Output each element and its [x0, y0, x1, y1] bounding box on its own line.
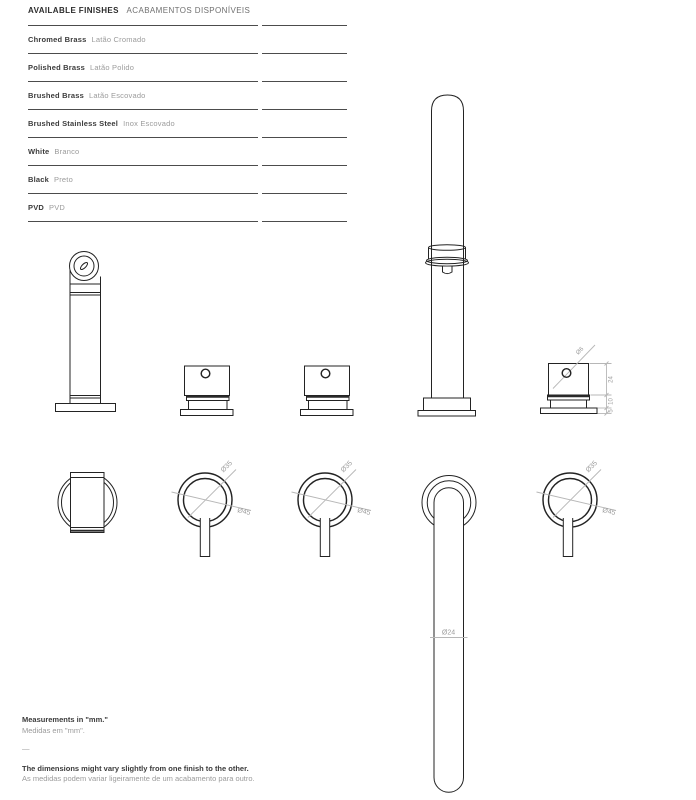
finish-name-pt: Branco	[54, 147, 80, 156]
faucet-side-view-drawing	[418, 95, 476, 416]
footnotes	[22, 715, 422, 785]
measurements-note-en: Measurements in "mm."	[22, 715, 108, 724]
finish-name-pt: Inox Escovado	[123, 119, 175, 128]
dimension-label-knob-outer: Ø45	[356, 507, 372, 517]
dimension-label-skirt-height: 10	[608, 398, 615, 405]
finish-name-pt: Latão Escovado	[88, 91, 146, 100]
finish-row-white	[28, 138, 347, 165]
table-rule	[28, 109, 347, 110]
dimension-label-knob-inner: Ø35	[219, 459, 235, 475]
section-title	[28, 6, 347, 15]
finish-row-brushed-brass	[28, 82, 347, 109]
finish-name-en: Chromed Brass	[28, 35, 87, 44]
finish-name-pt: Latão Cromado	[91, 35, 146, 44]
variance-note-pt: As medidas podem variar ligeiramente de um acabamento para outro.	[22, 774, 255, 783]
handle-side-view-dimensioned-drawing	[541, 345, 615, 416]
finish-name-en: Brushed Stainless Steel	[28, 119, 119, 128]
table-rule	[28, 81, 347, 82]
finish-name-en: White	[28, 147, 50, 156]
dimension-label-base-height: 5	[608, 409, 615, 413]
table-rule	[28, 193, 347, 194]
dimension-label-knob-inner: Ø35	[339, 459, 355, 475]
finish-name-en: Polished Brass	[28, 63, 85, 72]
handle-side-view-2-drawing	[301, 366, 354, 416]
handle-side-view-1-drawing	[181, 366, 234, 416]
dimension-label-spout-diameter: Ø24	[441, 629, 456, 637]
dimension-label-knob-outer: Ø45	[236, 507, 252, 517]
variance-note-en: The dimensions might vary slightly from one finish to the other.	[22, 763, 249, 773]
finish-name-en: Brushed Brass	[28, 91, 84, 100]
finish-row-black	[28, 166, 347, 193]
finish-name-en: PVD	[28, 203, 45, 212]
table-rule	[28, 165, 347, 166]
table-rule	[28, 137, 347, 138]
finish-name-pt: PVD	[49, 203, 66, 212]
finish-name-pt: Latão Polido	[90, 63, 135, 72]
footnote-divider: —	[22, 744, 30, 753]
finish-row-pvd	[28, 194, 347, 221]
knob-top-view-3-drawing	[537, 460, 617, 557]
finish-row-chromed-brass	[28, 26, 347, 53]
section-title-pt: ACABAMENTOS DISPONÍVEIS	[126, 6, 251, 15]
measurements-note-pt: Medidas em "mm".	[22, 725, 85, 735]
finish-name-en: Black	[28, 175, 50, 184]
finish-row-polished-brass	[28, 54, 347, 81]
available-finishes-section	[28, 6, 347, 222]
table-rule	[28, 25, 347, 26]
faucet-top-view-drawing	[422, 476, 476, 793]
valve-top-view-drawing	[58, 473, 117, 533]
finish-row-brushed-stainless-steel	[28, 110, 347, 137]
valve-side-view-drawing	[56, 252, 116, 412]
dimension-label-handle-height: 24	[608, 376, 615, 383]
dimension-label-knob-outer: Ø45	[601, 507, 617, 517]
table-rule	[28, 53, 347, 54]
knob-top-view-1-drawing	[172, 460, 252, 557]
section-title-en: AVAILABLE FINISHES	[28, 6, 119, 15]
knob-top-view-2-drawing	[292, 460, 372, 557]
dimension-label-pin: Ø6	[575, 346, 586, 357]
table-rule	[28, 221, 347, 222]
finish-name-pt: Preto	[54, 175, 73, 184]
dimension-label-knob-inner: Ø35	[584, 459, 600, 475]
